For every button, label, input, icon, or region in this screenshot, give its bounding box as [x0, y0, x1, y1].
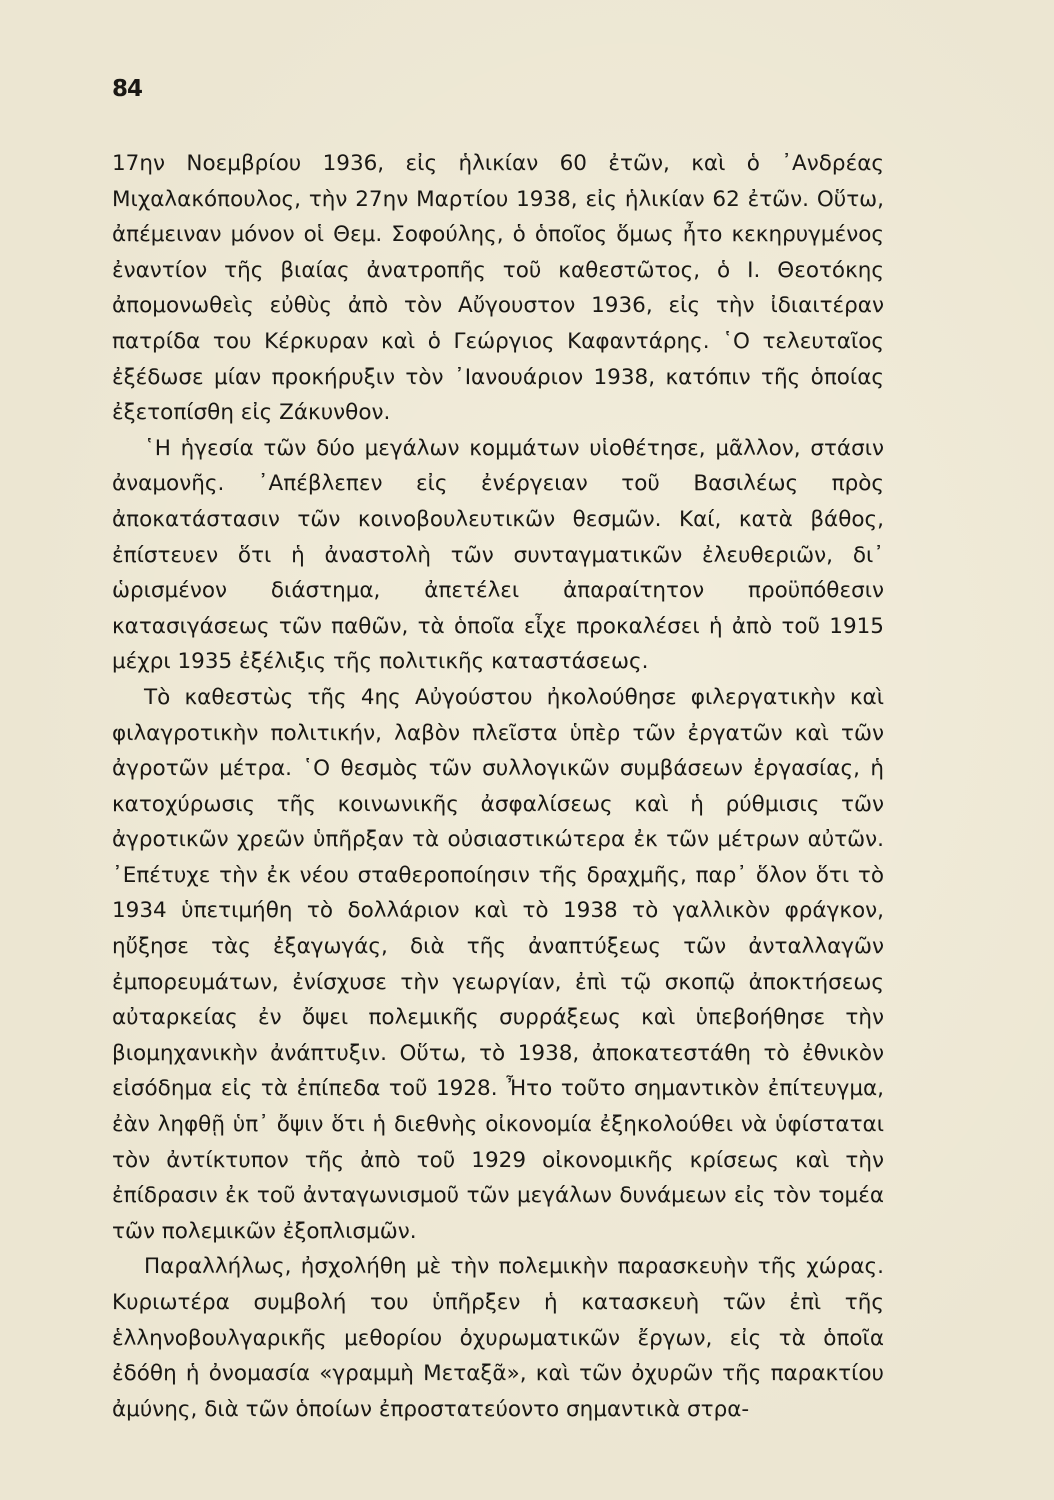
paragraph-1: 17ην Νοεμβρίου 1936, εἰς ἡλικίαν 60 ἐτῶν, καὶ ὁ ᾿Ανδρέας Μιχαλακόπουλος, τὴν 27ην Μαρτίου 1938, εἰς ἡλικίαν 62 ἐτῶν. Οὕτω, ἀπέμειναν μόνον οἱ Θεμ. Σοφούλης, ὁ ὁποῖος ὅμως ἦτο κεκηρυγμένος ἐναντίον τῆς βιαίας ἀνατροπῆς τοῦ καθεστῶτος, ὁ Ι. Θεοτόκης ἀπομονωθεὶς εὐθὺς ἀπὸ τὸν Αὔγουστον 1936, εἰς τὴν ἰδιαιτέραν πατρίδα του Κέρκυραν καὶ ὁ Γεώργιος Καφαντάρης. ῾Ο τελευταῖος ἐξέδωσε μίαν προκήρυξιν τὸν ᾿Ιανουάριον 1938, κατόπιν τῆς ὁποίας ἐξετοπίσθη εἰς Ζάκυνθον. — [112, 151, 884, 426]
body-text — [112, 146, 884, 1427]
paragraph-3: Τὸ καθεστὼς τῆς 4ης Αὐγούστου ἠκολούθησε φιλεργατικὴν καὶ φιλαγροτικὴν πολιτικήν, λαβὸν πλεῖστα ὑπὲρ τῶν ἐργατῶν καὶ τῶν ἀγροτῶν μέτρα. ῾Ο θεσμὸς τῶν συλλογικῶν συμβάσεων ἐργασίας, ἡ κατοχύρωσις τῆς κοινωνικῆς ἀσφαλίσεως καὶ ἡ ρύθμισις τῶν ἀγροτικῶν χρεῶν ὑπῆρξαν τὰ οὐσιαστικώτερα ἐκ τῶν μέτρων αὐτῶν. ᾿Επέτυχε τὴν ἐκ νέου σταθεροποίησιν τῆς δραχμῆς, παρ᾿ ὅλον ὅτι τὸ 1934 ὑπετιμήθη τὸ δολλάριον καὶ τὸ 1938 τὸ γαλλικὸν φράγκον, ηὔξησε τὰς ἐξαγωγάς, διὰ τῆς ἀναπτύξεως τῶν ἀνταλλαγῶν ἐμπορευμάτων, ἐνίσχυσε τὴν γεωργίαν, ἐπὶ τῷ σκοπῷ ἀποκτήσεως αὐταρκείας ἐν ὄψει πολεμικῆς συρράξεως καὶ ὑπεβοήθησε τὴν βιομηχανικὴν ἀνάπτυξιν. Οὕτω, τὸ 1938, ἀποκατεστάθη τὸ ἐθνικὸν εἰσόδημα εἰς τὰ ἐπίπεδα τοῦ 1928. Ἦτο τοῦτο σημαντικὸν ἐπίτευγμα, ἐὰν ληφθῇ ὑπ᾿ ὄψιν ὅτι ἡ διεθνὴς οἰκονομία ἐξηκολούθει νὰ ὑφίσταται τὸν ἀντίκτυπον τῆς ἀπὸ τοῦ 1929 οἰκονομικῆς κρίσεως καὶ τὴν ἐπίδρασιν ἐκ τοῦ ἀνταγωνισμοῦ τῶν μεγάλων δυνάμεων εἰς τὸν τομέα τῶν πολεμικῶν ἐξοπλισμῶν. — [112, 684, 884, 1244]
paragraph-2: ῾Η ἡγεσία τῶν δύο μεγάλων κομμάτων υἱοθέτησε, μᾶλλον, στάσιν ἀναμονῆς. ᾿Απέβλεπεν εἰς ἐνέργειαν τοῦ Βασιλέως πρὸς ἀποκατάστασιν τῶν κοινοβουλευτικῶν θεσμῶν. Καί, κατὰ βάθος, ἐπίστευεν ὅτι ἡ ἀναστολὴ τῶν συνταγματικῶν ἐλευθεριῶν, δι᾿ ὡρισμένον διάστημα, ἀπετέλει ἀπαραίτητον προϋπόθεσιν κατασιγάσεως τῶν παθῶν, τὰ ὁποῖα εἶχε προκαλέσει ἡ ἀπὸ τοῦ 1915 μέχρι 1935 ἐξέλιξις τῆς πολιτικῆς καταστάσεως. — [112, 435, 884, 675]
page-number: 84 — [112, 76, 143, 102]
paragraph-4: Παραλλήλως, ἠσχολήθη μὲ τὴν πολεμικὴν παρασκευὴν τῆς χώρας. Κυριωτέρα συμβολή του ὑπῆρξεν ἡ κατασκευὴ τῶν ἐπὶ τῆς ἑλληνοβουλγαρικῆς μεθορίου ὀχυρωματικῶν ἔργων, εἰς τὰ ὁποῖα ἐδόθη ἡ ὀνομασία «γραμμὴ Μεταξᾶ», καὶ τῶν ὀχυρῶν τῆς παρακτίου ἀμύνης, διὰ τῶν ὁποίων ἐπροστατεύοντο σημαντικὰ στρα- — [112, 1254, 884, 1422]
